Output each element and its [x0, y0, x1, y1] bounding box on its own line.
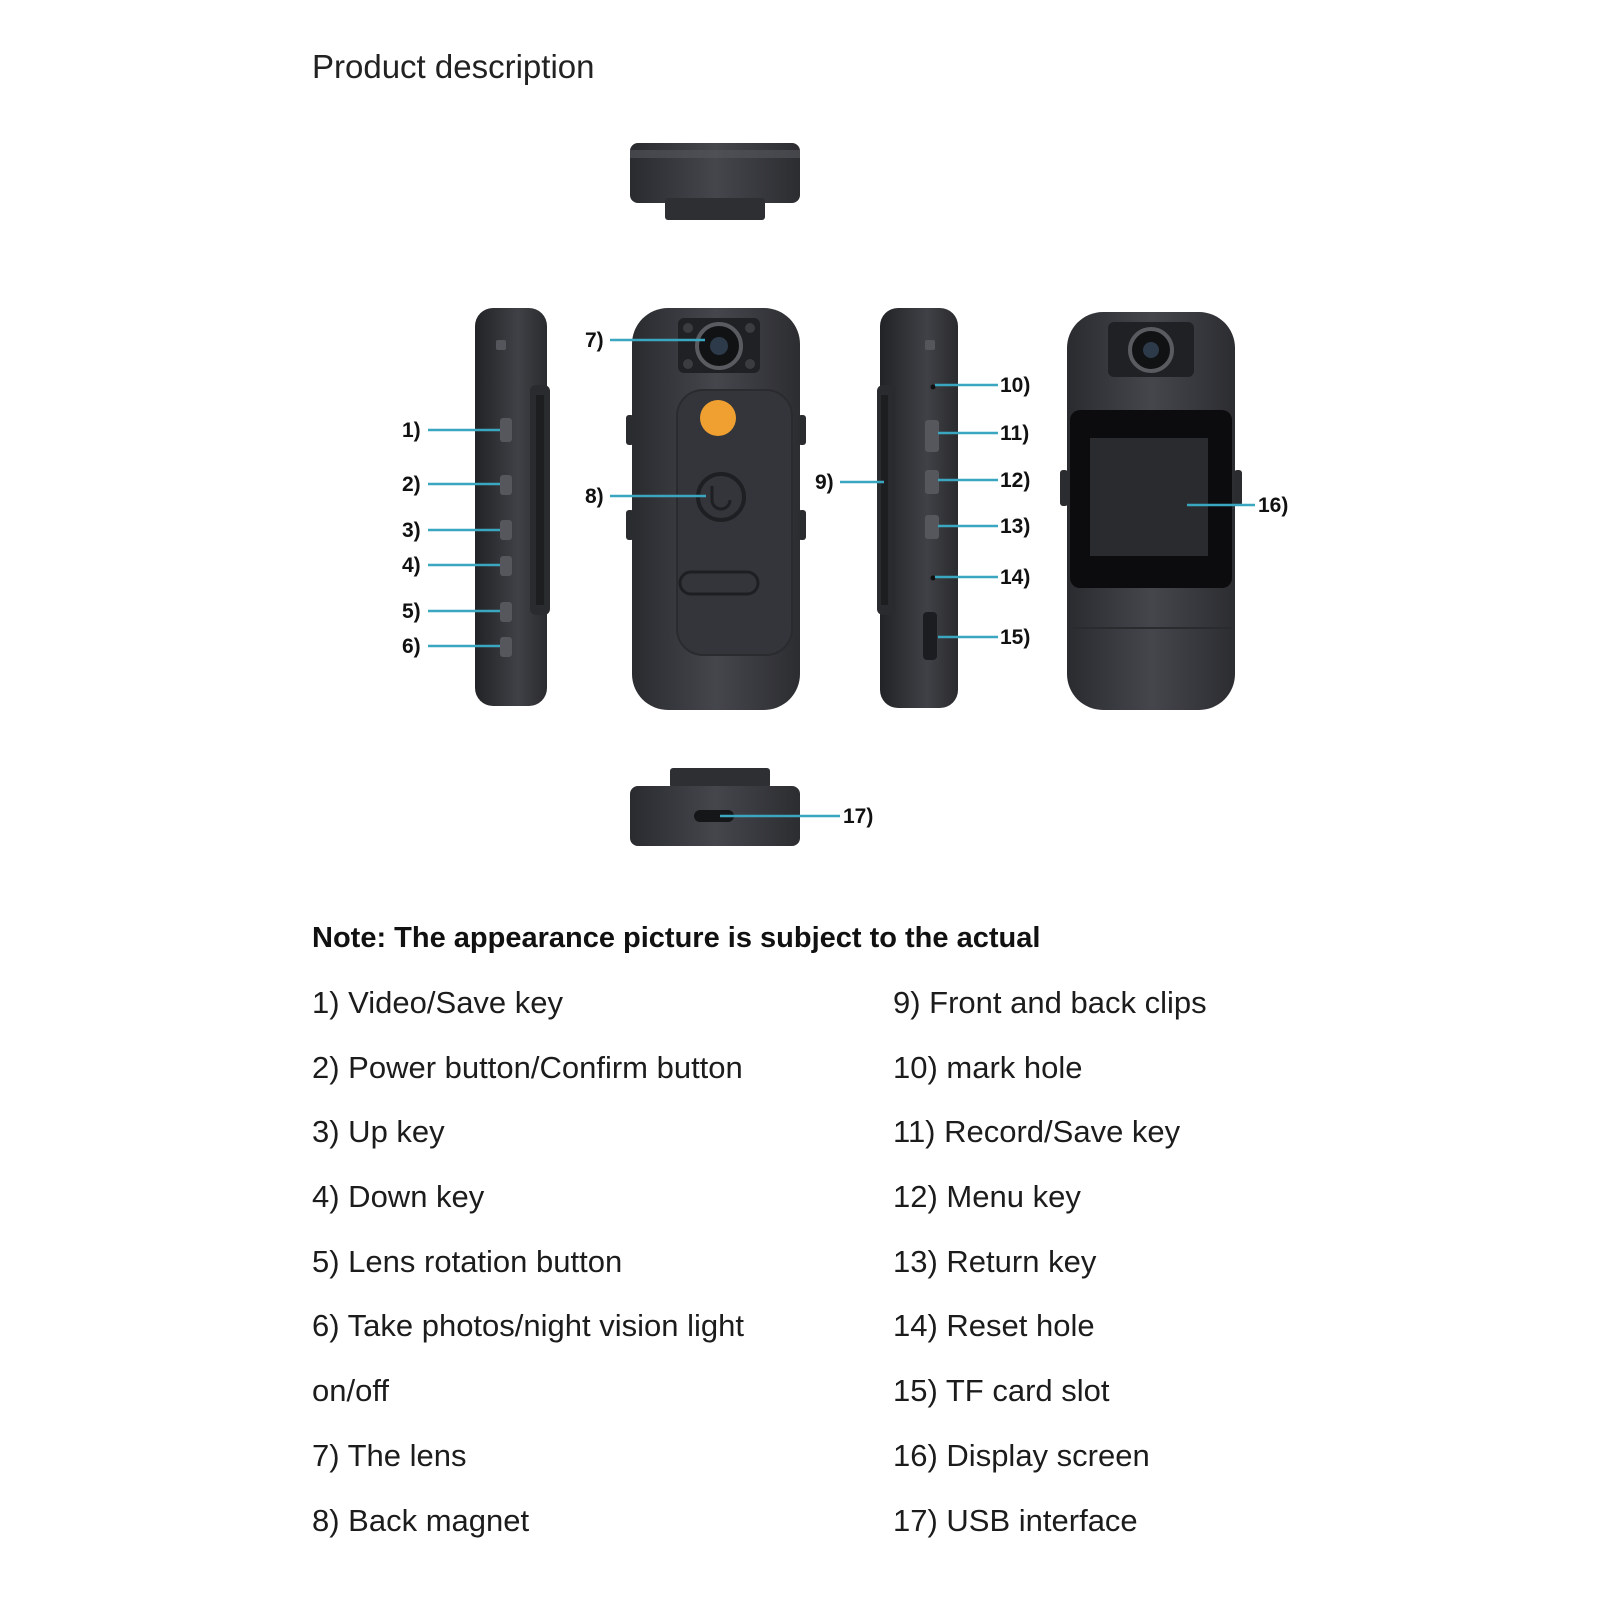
callout-7: 7) [585, 329, 604, 352]
callout-3: 3) [402, 519, 421, 542]
legend-item: 16) Display screen [893, 1437, 1150, 1473]
legend-item: 7) The lens [312, 1437, 467, 1473]
callout-5: 5) [402, 600, 421, 623]
right-side-buttons [925, 420, 939, 539]
device-right-side-view [877, 308, 958, 708]
callout-2: 2) [402, 473, 421, 496]
callout-4: 4) [402, 554, 421, 577]
legend-item: 12) Menu key [893, 1179, 1081, 1215]
legend-item: 5) Lens rotation button [312, 1243, 623, 1279]
legend-item: 4) Down key [312, 1179, 485, 1215]
appearance-note: Note: The appearance picture is subject to the actual [312, 922, 1041, 954]
legend-item: 2) Power button/Confirm button [312, 1049, 743, 1085]
callout-9: 9) [815, 471, 834, 494]
callout-13: 13) [1000, 515, 1031, 538]
device-front-view [626, 308, 806, 710]
magnet-dot [700, 400, 736, 436]
legend-item: 1) Video/Save key [312, 985, 564, 1020]
legend-item: 9) Front and back clips [893, 985, 1207, 1020]
callout-12: 12) [1000, 469, 1031, 492]
callout-14: 14) [1000, 566, 1031, 589]
callout-15: 15) [1000, 626, 1031, 649]
legend-item: on/off [312, 1373, 390, 1409]
device-back-view [1060, 312, 1242, 710]
legend-item: 14) Reset hole [893, 1308, 1095, 1344]
callout-6: 6) [402, 635, 421, 658]
callout-17: 17) [843, 805, 874, 828]
legend-item: 10) mark hole [893, 1049, 1083, 1085]
legend-item: 13) Return key [893, 1243, 1097, 1279]
callout-10: 10) [1000, 374, 1031, 397]
device-bottom-view [630, 768, 800, 846]
callout-8: 8) [585, 485, 604, 508]
legend-item: 8) Back magnet [312, 1502, 530, 1538]
legend-item: 17) USB interface [893, 1502, 1138, 1538]
callout-1: 1) [402, 419, 421, 442]
legend-right-column [893, 985, 1207, 1567]
legend-item: 15) TF card slot [893, 1373, 1110, 1409]
callout-11: 11) [1000, 422, 1030, 445]
legend-item: 3) Up key [312, 1114, 445, 1150]
device-top-view [630, 143, 800, 220]
legend-item: 11) Record/Save key [893, 1114, 1181, 1150]
page-title: Product description [312, 48, 595, 85]
legend-item: 6) Take photos/night vision light [312, 1308, 744, 1344]
legend-left-column [312, 985, 744, 1567]
callout-16: 16) [1258, 494, 1289, 517]
